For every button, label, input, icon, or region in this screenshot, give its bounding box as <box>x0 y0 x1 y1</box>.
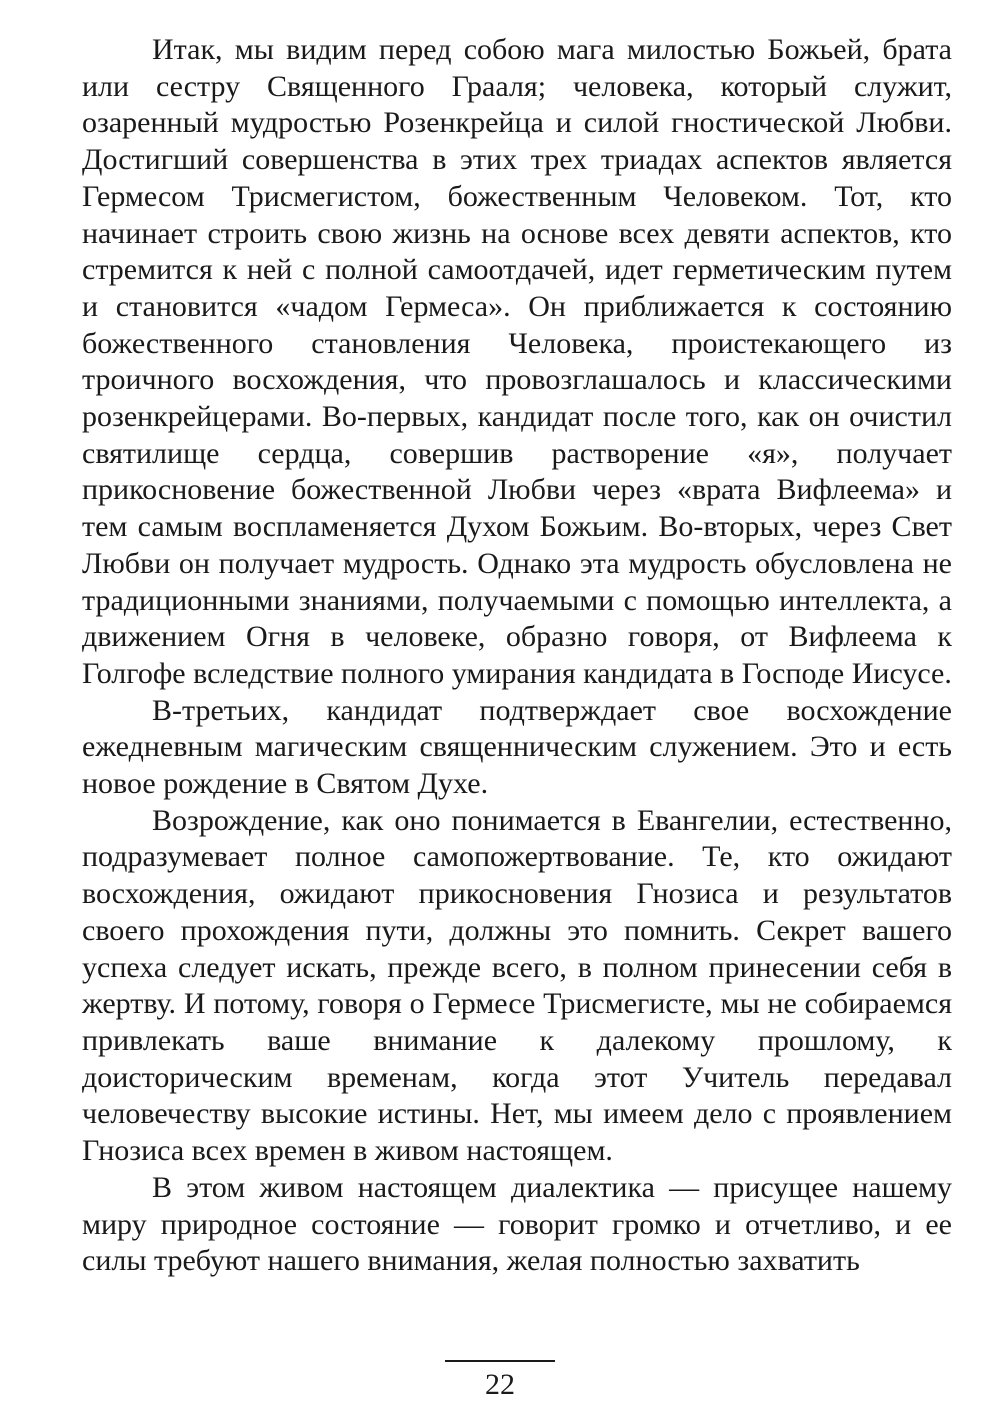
paragraph-2: В-третьих, кандидат подтверждает свое восхождение ежедневным магическим священническим служением. Это и есть новое рождение в Святом Духе. <box>82 693 952 801</box>
page-number: 22 <box>485 1368 515 1401</box>
paragraph-1: Итак, мы видим перед собою мага милостью Божьей, брата или сестру Священного Грааля; человека, который служит, озаренный мудростью Розенкрейца и силой гностической Любви. Достигший совершенства в этих трех триадах аспектов является Гермесом Трисмегистом, божественным Человеком. Тот, кто начинает строить свою жизнь на основе всех девяти аспектов, кто стремится к ней с полной самоотдачей, идет герметическим путем и становится «чадом Гермеса». Он приближается к состоянию божественного становления Человека, проистекающего из троичного восхождения, что провозглашалось и классическими розенкрейцерами. Во-первых, кандидат после того, как он очистил святилище сердца, совершив растворение «я», получает прикосновение божественной Любви через «врата Вифлеема» и тем самым воспламеняется Духом Божьим. Во-вторых, через Свет Любви он получает мудрость. Однако эта мудрость обусловлена не традиционными знаниями, получаемыми с помощью интеллекта, а движением Огня в человеке, образно говоря, от Вифлеема к Голгофе вследствие полного умирания кандидата в Господе Иисусе. <box>82 33 952 690</box>
page-footer <box>0 1360 1000 1402</box>
footer-divider <box>445 1360 555 1362</box>
paragraph-3: Возрождение, как оно понимается в Евангелии, естественно, подразумевает полное самопожертвование. Те, кто ожидают восхождения, ожидают прикосновения Гнозиса и результатов своего прохождения пути, должны это помнить. Секрет вашего успеха следует искать, прежде всего, в полном принесении себя в жертву. И потому, говоря о Гермесе Трисмегисте, мы не собираемся привлекать ваше внимание к далекому прошлому, к доисторическим временам, когда этот Учитель передавал человечеству высокие истины. Нет, мы имеем дело с проявлением Гнозиса всех времен в живом настоящем. <box>82 803 952 1168</box>
page-body <box>82 32 952 1280</box>
paragraph-4: В этом живом настоящем диалектика — присущее нашему миру природное состояние — говорит громко и отчетливо, и ее силы требуют нашего внимания, желая полностью захватить <box>82 1170 952 1278</box>
